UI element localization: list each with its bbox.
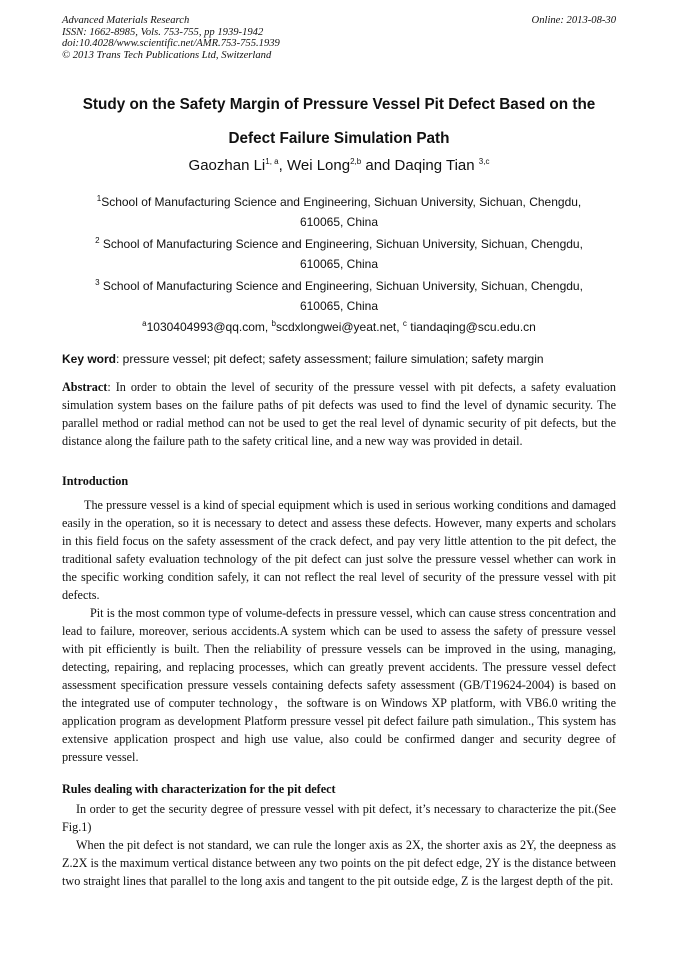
author-2-sup: 2,b [350,157,362,166]
affiliation-1-line-2: 610065, China [299,215,379,229]
author-sep-1: , Wei Long [278,157,351,174]
introduction-heading: Introduction [62,474,129,488]
abstract-text: : In order to obtain the level of security of the pressure vessel with pit defects, a safety evaluation simulation system bases on the failure paths of pit defects was used to find the level of dynamic security. The parallel method or radial method can not be used to get the real level of dynamic security of pit defects, but the distance along the failure path to the safety critical line, and a new way was provided in detail. [62,380,616,448]
affiliation-1 [72,192,606,232]
affiliation-2-line-1: School of Manufacturing Science and Engineering, Sichuan University, Sichuan, Chengdu, [99,237,583,251]
keywords [62,352,616,366]
copyright: © 2013 Trans Tech Publications Ltd, Switzerland [62,49,272,61]
keywords-label: Key word [62,352,117,366]
email-c-sup: c [402,319,407,328]
journal-name: Advanced Materials Research [62,15,190,26]
email-a: 1030404993@qq.com, [146,320,272,334]
issn: ISSN: 1662-8985, Vols. 753-755, pp 1939-1942 [62,26,264,38]
email-c: tiandaqing@scu.edu.cn [406,320,536,334]
email-b-sup: b [271,319,276,328]
title-line-1: Study on the Safety Margin of Pressure Vessel Pit Defect Based on the [82,96,596,113]
affiliation-3-sup: 3 [95,278,100,287]
rules-heading: Rules dealing with characterization for the pit defect [62,782,336,796]
online-date: Online: 2013-08-30 [531,15,616,26]
intro-paragraph-2: Pit is the most common type of volume-defects in pressure vessel, which can cause stress concentration and lead to failure, moreover, serious accidents.A system which can be used to assess the safety of pressure vessel with pit efficiently is built. Then the reliability of pressure vessels can be improved in the using, managing, detecting, repairing, and replacing processes, which can greatly prevent accidents. The pressure vessel defect assessment specification pressure vessels containing defects safety assessment (GB/T19624-2004) is based on the integrated use of computer technology，the software is on Windows XP platform, with VB6.0 writing the application program as development Platform pressure vessel pit defect failure path simulation., This system has extensive application prospect and high use value, also could be confirmed danger and security degree of pressure vessel. [62,606,616,764]
author-emails [62,320,616,334]
keywords-text: : pressure vessel; pit defect; safety assessment; failure simulation; safety margin [116,352,544,366]
email-b: scdxlongwei@yeat.net, [276,320,403,334]
affiliation-3 [72,276,606,316]
intro-paragraph-1: The pressure vessel is a kind of special equipment which is used in serious working conditions and damaged easily in the operation, so it is necessary to detect and assess these defects. However, many experts and scholars in this field focus on the safety assessment of the crack defect, and pay very little attention to the pit defect, the traditional safety evaluation technology of the pit defect can just solve the pressure vessel whether can work in the specific working condition safely, it can not reflect the real level of security of the pressure vessel with pit defects. [62,498,616,602]
rules-paragraph-2: When the pit defect is not standard, we can rule the longer axis as 2X, the shorter axis as 2Y, the deepness as Z.2X is the maximum vertical distance between any two points on the pit defect edge, 2Y is the distance between two straight lines that parallel to the long axis and tangent to the pit outside edge, Z is the largest depth of the pit. [62,838,616,888]
affiliation-1-sup: 1 [96,194,102,203]
abstract [62,378,616,450]
journal-header [62,15,616,61]
affiliation-1-line-1: School of Manufacturing Science and Engineering, Sichuan University, Sichuan, Chengdu, [101,195,582,209]
rules-paragraph-1: In order to get the security degree of pressure vessel with pit defect, it’s necessary to characterize the pit.(See Fig.1) [62,802,616,834]
email-a-sup: a [142,319,147,328]
author-1-sup: 1, a [265,157,279,166]
abstract-label: Abstract [62,380,108,394]
author-3-sup: 3,c [478,157,490,166]
affiliation-3-line-2: 610065, China [299,299,379,313]
author-sep-2: and Daqing Tian [361,157,479,174]
doi: doi:10.4028/www.scientific.net/AMR.753-755.1939 [62,38,280,50]
affiliation-2 [72,234,606,274]
author-1: Gaozhan Li [188,157,266,174]
author-list [62,157,616,174]
affiliation-3-line-1: School of Manufacturing Science and Engineering, Sichuan University, Sichuan, Chengdu, [99,279,583,293]
title-line-2: Defect Failure Simulation Path [228,130,450,147]
paper-title [62,88,616,156]
affiliation-2-line-2: 610065, China [299,257,379,271]
affiliation-2-sup: 2 [95,236,100,245]
